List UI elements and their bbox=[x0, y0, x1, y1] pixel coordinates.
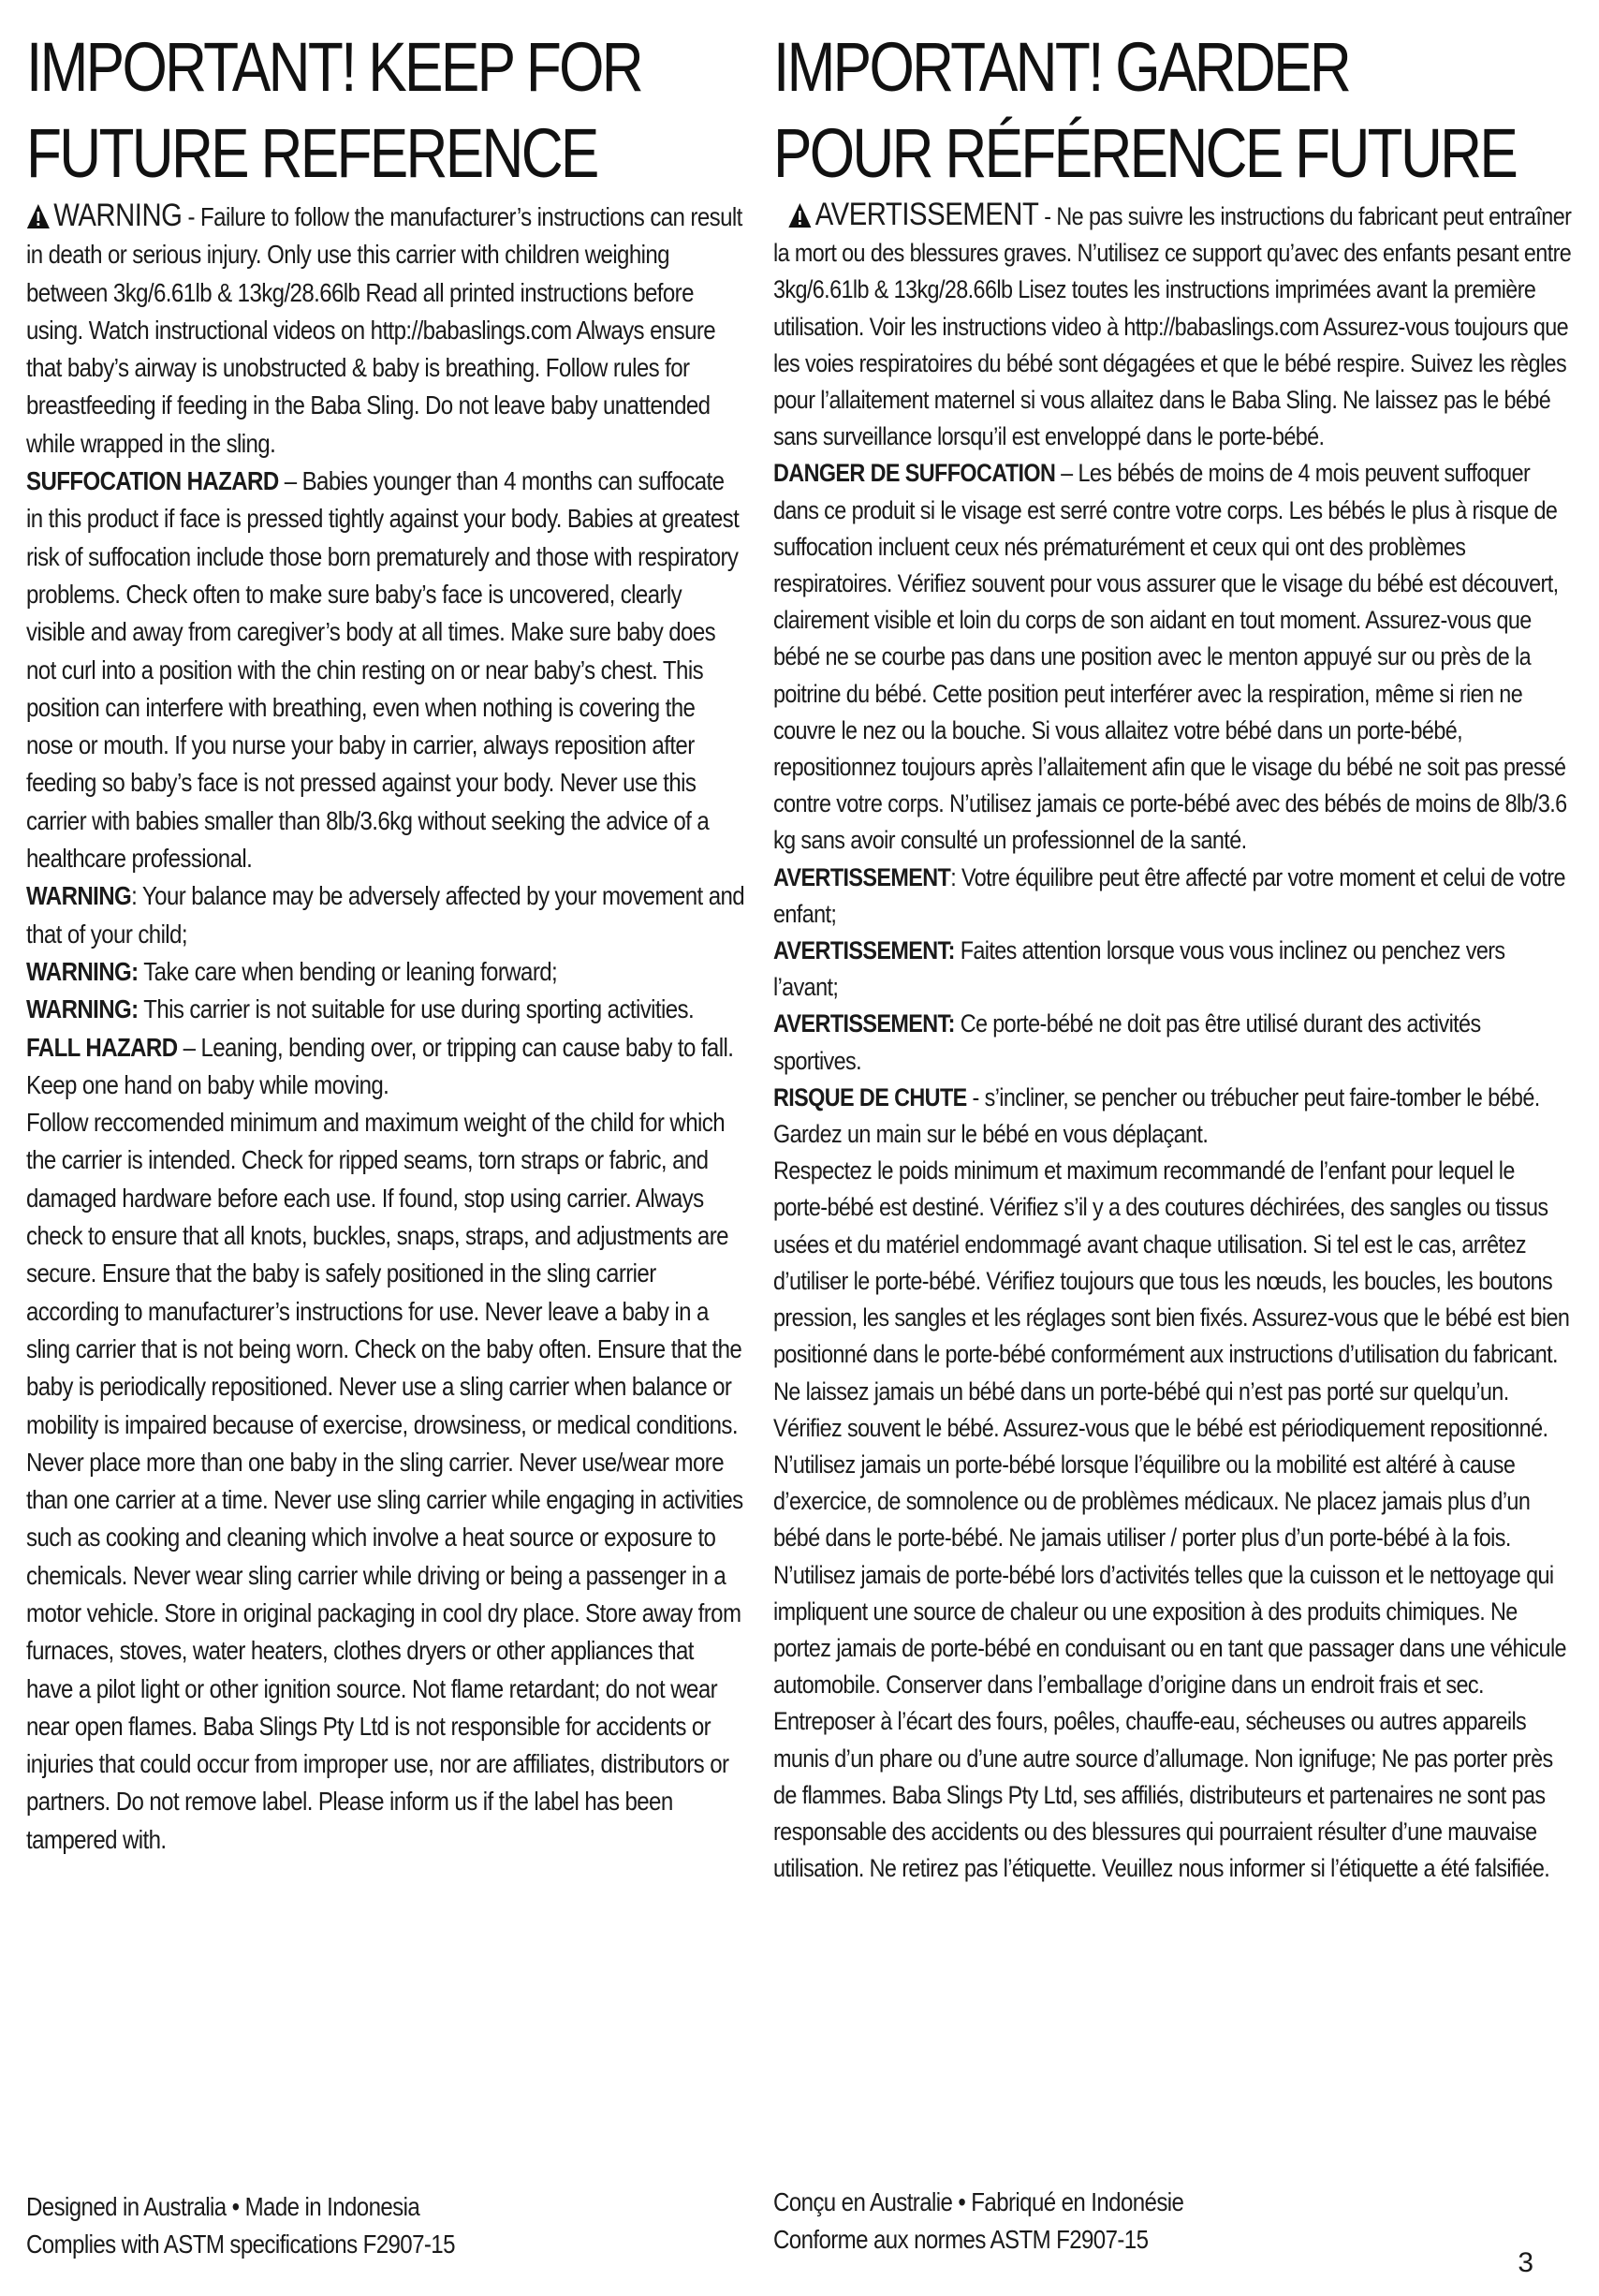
english-suffocation-label: SUFFOCATION HAZARD bbox=[26, 466, 279, 496]
english-footer bbox=[26, 2188, 455, 2263]
english-fall-label: FALL HAZARD bbox=[26, 1032, 178, 1062]
english-w1-text: : Your balance may be adversely affected by your movement and that of your child; bbox=[26, 881, 745, 949]
english-w3-text: This carrier is not suitable for use during sporting activities. bbox=[138, 994, 695, 1024]
french-warning-balance bbox=[773, 859, 1572, 932]
french-suffocation-text: – Les bébés de moins de 4 mois peuvent suffoquer dans ce produit si le visage est serré contre votre corps. Les bébés le plus à risque de suffocation incluent ceux nés prématurément et ceux qui ont des problèmes respiratoires. Vérifiez souvent pour vous assurer que le visage du bébé est découvert, clairement visible et loin du corps de son aidant en tout moment. Assurez-vous que bébé ne se courbe pas dans une position avec le menton appuyé sur ou près de la poitrine du bébé. Cette position peut interférer avec la respiration, même si rien ne couvre le nez ou la bouche. Si vous allaitez votre bébé dans un porte-bébé, repositionnez toujours après l’allaitement afin que le visage du bébé ne soit pas pressé contre votre corps. N’utilisez jamais ce porte-bébé avec des bébés de moins de 8lb/3.6 kg sans avoir consulté un professionnel de la santé. bbox=[773, 458, 1567, 855]
english-title-line1: IMPORTANT! KEEP FOR bbox=[26, 28, 641, 106]
english-w2-text: Take care when bending or leaning forward; bbox=[138, 956, 558, 986]
english-footer-compliance: Complies with ASTM specifications F2907-15 bbox=[26, 2230, 455, 2259]
english-body bbox=[26, 197, 745, 1859]
french-fall-paragraph bbox=[773, 1079, 1572, 1152]
english-fall-paragraph bbox=[26, 1029, 745, 1105]
page-number: 3 bbox=[1518, 2247, 1533, 2278]
english-suffocation-text: – Babies younger than 4 months can suffocate in this product if face is pressed tightly against your body. Babies at greatest risk of suffocation include those born prematurely and those with respiratory problems. Check often to make sure baby’s face is uncovered, clearly visible and away from caregiver’s body at all times. Make sure baby does not curl into a position with the chin resting on or near baby’s chest. This position can interfere with breathing, even when nothing is covering the nose or mouth. If you nurse your baby in carrier, always reposition after feeding so baby’s face is not pressed against your body. Never use this carrier with babies smaller than 8lb/3.6kg without seeking the advice of a healthcare professional. bbox=[26, 466, 740, 874]
french-general-paragraph: Respectez le poids minimum et maximum recommandé de l’enfant pour lequel le porte-bébé est destiné. Vérifiez s’il y a des coutures déchirées, des sangles ou tissus usées et du matériel endommagé avant chaque utilisation. Si tel est le cas, arrêtez d’utiliser le porte-bébé. Vérifiez toujours que tous les nœuds, les boucles, les boutons pression, les sangles et les réglages sont bien fixés. Assurez-vous que le bébé est bien positionné dans le porte-bébé conformément aux instructions d’utilisation du fabricant. Ne laissez jamais un bébé dans un porte-bébé qui n’est pas porté sur quelqu’un. Vérifiez souvent le bébé. Assurez-vous que le bébé est périodiquement repositionné. N’utilisez jamais un porte-bébé lorsque l’équilibre ou la mobilité est altéré à cause d’exercice, de somnolence ou de problèmes médicaux. Ne placez jamais plus d’un bébé dans le porte-bébé. Ne jamais utiliser / porter plus d’un porte-bébé à la fois. N’utilisez jamais de porte-bébé lors d’activités telles que la cuisson et le nettoyage qui impliquent une source de chaleur ou une exposition à des produits chimiques. Ne portez jamais de porte-bébé en conduisant ou en tant que passager dans une véhicule automobile. Conserver dans l’emballage d’origine dans un endroit frais et sec. Entreposer à l’écart des fours, poêles, chauffe-eau, sécheuses ou autres appareils munis d’un phare ou d’une autre source d’allumage. Non ignifuge; Ne pas porter près de flammes. Baba Slings Pty Ltd, ses affiliés, distributeurs et partenaires ne sont pas responsable des accidents ou des blessures qui pourraient résulter d’une mauvaise utilisation. Ne retirez pas l’étiquette. Veuillez nous informer si l’étiquette a été falsifiée. bbox=[773, 1155, 1570, 1883]
english-column bbox=[26, 24, 747, 1859]
french-fall-text: - s’incliner, se pencher ou trébucher peut faire-tomber le bébé. Gardez un main sur le bébé en vous déplaçant. bbox=[773, 1082, 1540, 1149]
english-footer-origin: Designed in Australia • Made in Indonesia bbox=[26, 2192, 420, 2221]
english-warning-label: WARNING bbox=[53, 198, 183, 233]
warning-triangle-icon bbox=[26, 203, 51, 229]
french-title bbox=[773, 24, 1517, 197]
french-w3-label: AVERTISSEMENT: bbox=[773, 1008, 955, 1038]
french-warning-label: AVERTISSEMENT bbox=[814, 197, 1039, 232]
french-w3-text: Ce porte-bébé ne doit pas être utilisé durant des activités sportives. bbox=[773, 1008, 1481, 1075]
english-warning-sporting bbox=[26, 991, 745, 1028]
french-body bbox=[773, 197, 1572, 1886]
english-w3-label: WARNING: bbox=[26, 994, 139, 1024]
warning-triangle-icon bbox=[787, 202, 812, 228]
french-suffocation-label: DANGER DE SUFFOCATION bbox=[773, 458, 1056, 488]
french-suffocation-paragraph bbox=[773, 454, 1572, 858]
french-w2-text: Faites attention lorsque vous vous inclinez ou penchez vers l’avant; bbox=[773, 935, 1505, 1002]
french-column bbox=[773, 24, 1572, 1886]
french-warning-paragraph bbox=[773, 197, 1572, 454]
english-fall-text: – Leaning, bending over, or tripping can cause baby to fall. Keep one hand on baby while moving. bbox=[26, 1032, 734, 1099]
french-warning-bending bbox=[773, 932, 1572, 1005]
english-w2-label: WARNING: bbox=[26, 956, 139, 986]
french-warning-sporting bbox=[773, 1005, 1572, 1078]
english-general-paragraph: Follow reccomended minimum and maximum weight of the child for which the carrier is intended. Check for ripped seams, torn straps or fabric, and damaged hardware before each use. If found, stop using carrier. Always check to ensure that all knots, buckles, snaps, straps, and adjustments are secure. Ensure that the baby is safely positioned in the sling carrier according to manufacturer’s instructions for use. Never leave a baby in a sling carrier that is not being worn. Check on the baby often. Ensure that the baby is periodically repositioned. Never use a sling carrier when balance or mobility is impaired because of exercise, drowsiness, or medical conditions. Never place more than one baby in the sling carrier. Never use/wear more than one carrier at a time. Never use sling carrier while engaging in activities such as cooking and cleaning which involve a heat source or exposure to chemicals. Never wear sling carrier while driving or being a passenger in a motor vehicle. Store in original packaging in cool dry place. Store away from furnaces, stoves, water heaters, clothes dryers or other appliances that have a pilot light or other ignition source. Not flame retardant; do not wear near open flames. Baba Slings Pty Ltd is not responsible for accidents or injuries that could occur from improper use, nor are affiliates, distributors or partners. Do not remove label. Please inform us if the label has been tampered with. bbox=[26, 1108, 743, 1854]
french-title-line1: IMPORTANT! GARDER bbox=[773, 28, 1350, 106]
french-footer bbox=[773, 2184, 1183, 2259]
english-title-line2: FUTURE REFERENCE bbox=[26, 114, 597, 192]
french-w2-label: AVERTISSEMENT: bbox=[773, 935, 955, 965]
french-footer-origin: Conçu en Australie • Fabriqué en Indonésie bbox=[773, 2187, 1184, 2216]
english-title bbox=[26, 24, 641, 197]
english-warning-text: - Failure to follow the manufacturer’s instructions can result in death or serious injury. Only use this carrier with children weighing between 3kg/6.61lb & 13kg/28.66lb Read all printed instructions before using. Watch instructional videos on http://babaslings.com Always ensure that baby’s airway is unobstructed & baby is breathing. Follow rules for breastfeeding if feeding in the Baba Sling. Do not leave baby unattended while wrapped in the sling. bbox=[26, 202, 742, 458]
french-w1-text: : Votre équilibre peut être affecté par votre moment et celui de votre enfant; bbox=[773, 861, 1565, 928]
french-title-line2: POUR RÉFÉRENCE FUTURE bbox=[773, 114, 1517, 192]
french-warning-text: - Ne pas suivre les instructions du fabricant peut entraîner la mort ou des blessures graves. N’utilisez ce support qu’avec des enfants pesant entre 3kg/6.61lb & 13kg/28.66lb Lisez toutes les instructions imprimées avant la première utilisation. Voir les instructions video à http://babaslings.com Assurez-vous toujours que les voies respiratoires du bébé sont dégagées et que le bébé respire. Suivez les règles pour l’allaitement maternel si vous allaitez dans le Baba Sling. Ne laissez pas le bébé sans surveillance lorsqu’il est enveloppé dans le porte-bébé. bbox=[773, 201, 1572, 451]
english-warning-bending bbox=[26, 953, 745, 991]
french-w1-label: AVERTISSEMENT bbox=[773, 861, 951, 891]
english-warning-paragraph bbox=[26, 197, 745, 463]
english-suffocation-paragraph bbox=[26, 463, 745, 877]
french-footer-compliance: Conforme aux normes ASTM F2907-15 bbox=[773, 2225, 1149, 2254]
english-w1-label: WARNING bbox=[26, 881, 132, 911]
english-warning-balance bbox=[26, 877, 745, 953]
french-fall-label: RISQUE DE CHUTE bbox=[773, 1082, 967, 1111]
